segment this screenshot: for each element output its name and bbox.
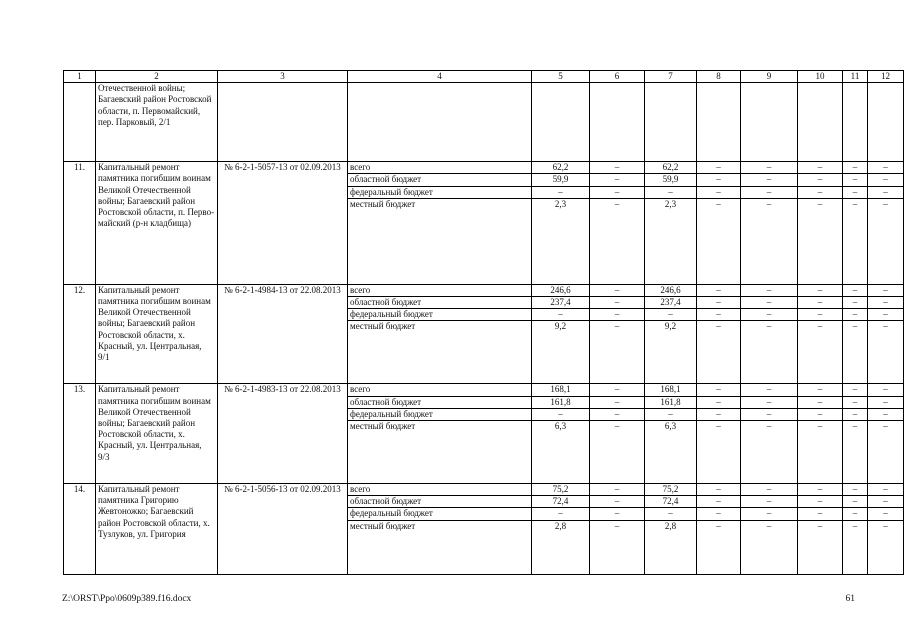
column-number-header: 4 bbox=[348, 71, 532, 83]
value-cell: – bbox=[532, 186, 590, 198]
dash-cell: – bbox=[697, 396, 741, 408]
dash-cell: – bbox=[868, 162, 904, 174]
value-cell: 62,2 bbox=[645, 162, 697, 174]
funding-source: федеральный бюджет bbox=[348, 309, 532, 321]
value-cell: 168,1 bbox=[645, 384, 697, 396]
dash-cell: – bbox=[590, 186, 645, 198]
dash-cell: – bbox=[697, 484, 741, 496]
dash-cell: – bbox=[741, 162, 798, 174]
dash-cell: – bbox=[798, 321, 843, 384]
dash-cell: – bbox=[868, 321, 904, 384]
funding-source: областной бюджет bbox=[348, 396, 532, 408]
empty-cell bbox=[798, 83, 843, 162]
dash-cell: – bbox=[741, 484, 798, 496]
empty-cell bbox=[64, 83, 96, 162]
value-cell: 237,4 bbox=[645, 297, 697, 309]
dash-cell: – bbox=[697, 384, 741, 396]
value-cell: 62,2 bbox=[532, 162, 590, 174]
row-number: 14. bbox=[64, 484, 96, 575]
dash-cell: – bbox=[843, 297, 868, 309]
column-number-header: 12 bbox=[868, 71, 904, 83]
dash-cell: – bbox=[843, 186, 868, 198]
value-cell: 168,1 bbox=[532, 384, 590, 396]
value-cell: – bbox=[645, 508, 697, 520]
dash-cell: – bbox=[868, 484, 904, 496]
dash-cell: – bbox=[590, 384, 645, 396]
dash-cell: – bbox=[843, 384, 868, 396]
table-row bbox=[64, 284, 904, 296]
funding-source: местный бюджет bbox=[348, 198, 532, 284]
dash-cell: – bbox=[697, 174, 741, 186]
dash-cell: – bbox=[798, 408, 843, 420]
dash-cell: – bbox=[798, 508, 843, 520]
value-cell: 237,4 bbox=[532, 297, 590, 309]
dash-cell: – bbox=[590, 174, 645, 186]
dash-cell: – bbox=[868, 396, 904, 408]
column-number-header: 5 bbox=[532, 71, 590, 83]
dash-cell: – bbox=[843, 284, 868, 296]
dash-cell: – bbox=[697, 496, 741, 508]
dash-cell: – bbox=[590, 496, 645, 508]
column-number-header: 6 bbox=[590, 71, 645, 83]
dash-cell: – bbox=[697, 309, 741, 321]
dash-cell: – bbox=[798, 198, 843, 284]
dash-cell: – bbox=[590, 421, 645, 484]
row-number: 13. bbox=[64, 384, 96, 484]
dash-cell: – bbox=[741, 321, 798, 384]
dash-cell: – bbox=[741, 309, 798, 321]
dash-cell: – bbox=[697, 198, 741, 284]
value-cell: 59,9 bbox=[532, 174, 590, 186]
empty-cell bbox=[868, 83, 904, 162]
column-number-row bbox=[64, 71, 904, 83]
funding-source: федеральный бюджет bbox=[348, 186, 532, 198]
dash-cell: – bbox=[697, 162, 741, 174]
dash-cell: – bbox=[590, 520, 645, 574]
dash-cell: – bbox=[798, 162, 843, 174]
funding-source: областной бюджет bbox=[348, 297, 532, 309]
dash-cell: – bbox=[798, 421, 843, 484]
value-cell: 9,2 bbox=[645, 321, 697, 384]
dash-cell: – bbox=[843, 309, 868, 321]
table-row bbox=[64, 83, 904, 162]
value-cell: 6,3 bbox=[645, 421, 697, 484]
funding-source: местный бюджет bbox=[348, 520, 532, 574]
column-number-header: 11 bbox=[843, 71, 868, 83]
dash-cell: – bbox=[843, 508, 868, 520]
empty-cell bbox=[348, 83, 532, 162]
funding-source: всего bbox=[348, 162, 532, 174]
dash-cell: – bbox=[868, 309, 904, 321]
dash-cell: – bbox=[741, 198, 798, 284]
dash-cell: – bbox=[741, 297, 798, 309]
value-cell: – bbox=[645, 408, 697, 420]
value-cell: 161,8 bbox=[645, 396, 697, 408]
funding-source: областной бюджет bbox=[348, 174, 532, 186]
object-description: Капитальный ремонт памятника погибшим воинам Великой Отечественной войны; Багаевский район Ростовской области, х. Красный, ул. Центральная, 9/3 bbox=[96, 384, 218, 484]
dash-cell: – bbox=[798, 186, 843, 198]
dash-cell: – bbox=[741, 186, 798, 198]
document-reference: № 6-2-1-4983-13 от 22.08.2013 bbox=[218, 384, 348, 484]
row-number: 12. bbox=[64, 284, 96, 384]
funding-source: областной бюджет bbox=[348, 496, 532, 508]
value-cell: 246,6 bbox=[645, 284, 697, 296]
dash-cell: – bbox=[741, 284, 798, 296]
dash-cell: – bbox=[697, 297, 741, 309]
dash-cell: – bbox=[741, 421, 798, 484]
dash-cell: – bbox=[590, 396, 645, 408]
value-cell: 2,8 bbox=[645, 520, 697, 574]
value-cell: 72,4 bbox=[532, 496, 590, 508]
dash-cell: – bbox=[843, 408, 868, 420]
value-cell: 6,3 bbox=[532, 421, 590, 484]
dash-cell: – bbox=[741, 384, 798, 396]
dash-cell: – bbox=[868, 297, 904, 309]
dash-cell: – bbox=[798, 297, 843, 309]
dash-cell: – bbox=[590, 321, 645, 384]
funding-source: всего bbox=[348, 384, 532, 396]
dash-cell: – bbox=[843, 396, 868, 408]
dash-cell: – bbox=[868, 408, 904, 420]
dash-cell: – bbox=[843, 496, 868, 508]
value-cell: 72,4 bbox=[645, 496, 697, 508]
value-cell: 2,3 bbox=[645, 198, 697, 284]
empty-cell bbox=[697, 83, 741, 162]
value-cell: 2,8 bbox=[532, 520, 590, 574]
dash-cell: – bbox=[843, 520, 868, 574]
dash-cell: – bbox=[741, 396, 798, 408]
funding-source: всего bbox=[348, 284, 532, 296]
column-number-header: 1 bbox=[64, 71, 96, 83]
dash-cell: – bbox=[798, 396, 843, 408]
dash-cell: – bbox=[741, 408, 798, 420]
row-number: 11. bbox=[64, 162, 96, 285]
dash-cell: – bbox=[843, 321, 868, 384]
page-number: 61 bbox=[845, 594, 855, 604]
dash-cell: – bbox=[868, 284, 904, 296]
column-number-header: 3 bbox=[218, 71, 348, 83]
column-number-header: 8 bbox=[697, 71, 741, 83]
dash-cell: – bbox=[741, 496, 798, 508]
dash-cell: – bbox=[843, 162, 868, 174]
dash-cell: – bbox=[798, 309, 843, 321]
dash-cell: – bbox=[868, 198, 904, 284]
budget-table bbox=[63, 70, 904, 575]
dash-cell: – bbox=[590, 408, 645, 420]
table-row bbox=[64, 384, 904, 396]
dash-cell: – bbox=[868, 174, 904, 186]
value-cell: – bbox=[645, 186, 697, 198]
funding-source: федеральный бюджет bbox=[348, 508, 532, 520]
funding-source: всего bbox=[348, 484, 532, 496]
dash-cell: – bbox=[590, 297, 645, 309]
table-row bbox=[64, 484, 904, 496]
funding-source: местный бюджет bbox=[348, 421, 532, 484]
document-reference: № 6-2-1-5057-13 от 02.09.2013 bbox=[218, 162, 348, 285]
value-cell: 2,3 bbox=[532, 198, 590, 284]
column-number-header: 10 bbox=[798, 71, 843, 83]
table-row bbox=[64, 162, 904, 174]
value-cell: 161,8 bbox=[532, 396, 590, 408]
dash-cell: – bbox=[697, 508, 741, 520]
dash-cell: – bbox=[798, 520, 843, 574]
funding-source: местный бюджет bbox=[348, 321, 532, 384]
object-description: Капитальный ремонт памятника погибшим воинам Великой Отечественной войны; Багаевский район Ростовской области, п. Перво-майский (р-н кладбища) bbox=[96, 162, 218, 285]
dash-cell: – bbox=[741, 520, 798, 574]
column-number-header: 2 bbox=[96, 71, 218, 83]
value-cell: – bbox=[532, 408, 590, 420]
object-description: Капитальный ремонт памятника Григорию Жевтоножко; Багаевский район Ростовской области, х. Тузлуков, ул. Григория bbox=[96, 484, 218, 575]
dash-cell: – bbox=[868, 186, 904, 198]
dash-cell: – bbox=[590, 162, 645, 174]
value-cell: 75,2 bbox=[645, 484, 697, 496]
column-number-header: 7 bbox=[645, 71, 697, 83]
value-cell: 75,2 bbox=[532, 484, 590, 496]
dash-cell: – bbox=[741, 508, 798, 520]
dash-cell: – bbox=[741, 174, 798, 186]
dash-cell: – bbox=[798, 174, 843, 186]
value-cell: – bbox=[532, 309, 590, 321]
dash-cell: – bbox=[697, 408, 741, 420]
dash-cell: – bbox=[843, 484, 868, 496]
document-reference: № 6-2-1-4984-13 от 22.08.2013 bbox=[218, 284, 348, 384]
dash-cell: – bbox=[590, 309, 645, 321]
value-cell: 9,2 bbox=[532, 321, 590, 384]
dash-cell: – bbox=[590, 508, 645, 520]
value-cell: – bbox=[645, 309, 697, 321]
dash-cell: – bbox=[697, 284, 741, 296]
dash-cell: – bbox=[843, 198, 868, 284]
value-cell: – bbox=[532, 508, 590, 520]
dash-cell: – bbox=[697, 520, 741, 574]
dash-cell: – bbox=[868, 384, 904, 396]
dash-cell: – bbox=[843, 421, 868, 484]
dash-cell: – bbox=[843, 174, 868, 186]
empty-cell bbox=[741, 83, 798, 162]
object-description: Отечественной войны; Багаевский район Ростовской области, п. Первомайский, пер. Парковый, 2/1 bbox=[96, 83, 218, 162]
empty-cell bbox=[590, 83, 645, 162]
footer-file-path: Z:\ORST\Ppo\0609p389.f16.docx bbox=[62, 594, 192, 604]
dash-cell: – bbox=[798, 384, 843, 396]
dash-cell: – bbox=[798, 496, 843, 508]
empty-cell bbox=[532, 83, 590, 162]
object-description: Капитальный ремонт памятника погибшим воинам Великой Отечественной войны; Багаевский район Ростовской области, х. Красный, ул. Центральная, 9/1 bbox=[96, 284, 218, 384]
funding-source: федеральный бюджет bbox=[348, 408, 532, 420]
dash-cell: – bbox=[590, 484, 645, 496]
dash-cell: – bbox=[590, 284, 645, 296]
dash-cell: – bbox=[868, 496, 904, 508]
value-cell: 246,6 bbox=[532, 284, 590, 296]
dash-cell: – bbox=[798, 284, 843, 296]
dash-cell: – bbox=[697, 421, 741, 484]
column-number-header: 9 bbox=[741, 71, 798, 83]
dash-cell: – bbox=[868, 421, 904, 484]
value-cell: 59,9 bbox=[645, 174, 697, 186]
dash-cell: – bbox=[697, 321, 741, 384]
document-reference: № 6-2-1-5056-13 от 02.09.2013 bbox=[218, 484, 348, 575]
dash-cell: – bbox=[868, 520, 904, 574]
dash-cell: – bbox=[697, 186, 741, 198]
dash-cell: – bbox=[798, 484, 843, 496]
dash-cell: – bbox=[868, 508, 904, 520]
empty-cell bbox=[645, 83, 697, 162]
empty-cell bbox=[843, 83, 868, 162]
empty-cell bbox=[218, 83, 348, 162]
dash-cell: – bbox=[590, 198, 645, 284]
